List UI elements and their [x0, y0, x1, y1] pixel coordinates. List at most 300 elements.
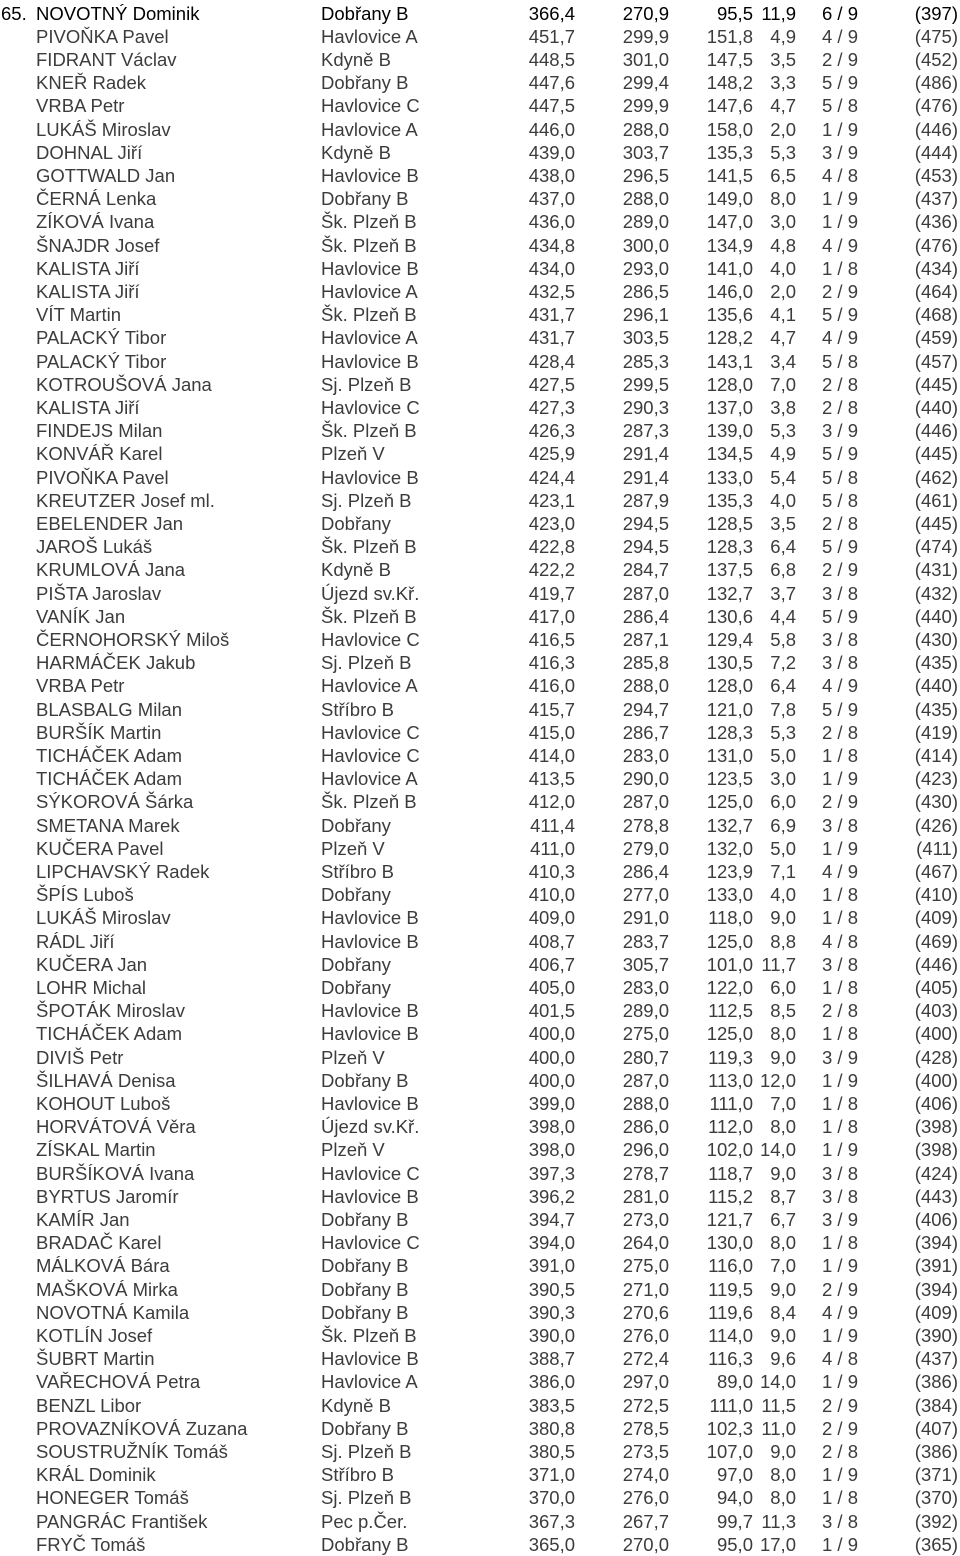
- total-score: 425,9: [528, 443, 575, 465]
- full-score: 288,0: [622, 188, 669, 210]
- full-score: 283,0: [622, 976, 669, 998]
- player-name: VRBA Petr: [36, 675, 125, 697]
- full-score: 286,7: [622, 721, 669, 743]
- table-row: [0, 118, 960, 141]
- total-score: 422,8: [528, 536, 575, 558]
- full-score: 286,4: [622, 860, 669, 882]
- total-score: 411,0: [530, 837, 575, 859]
- lanes: 3 / 8: [822, 582, 858, 604]
- clearing-score: 111,0: [709, 1092, 753, 1114]
- misses: 5,8: [770, 628, 796, 650]
- table-row: [0, 1231, 960, 1254]
- misses: 7,0: [770, 1092, 796, 1114]
- lanes: 1 / 8: [822, 1232, 858, 1254]
- team-name: Sj. Plzeň B: [321, 489, 412, 511]
- player-name: MÁLKOVÁ Bára: [36, 1255, 170, 1277]
- player-name: FRYČ Tomáš: [36, 1533, 146, 1555]
- clearing-score: 115,2: [708, 1185, 753, 1207]
- misses: 3,7: [770, 582, 796, 604]
- full-score: 281,0: [622, 1185, 669, 1207]
- lanes: 4 / 9: [822, 234, 858, 256]
- misses: 9,0: [770, 1440, 796, 1462]
- player-name: VAŘECHOVÁ Petra: [36, 1371, 201, 1393]
- misses: 4,0: [770, 884, 796, 906]
- player-name: VANÍK Jan: [36, 605, 126, 627]
- total-score: 366,4: [528, 2, 575, 24]
- best-score: (410): [914, 884, 958, 906]
- lanes: 1 / 9: [822, 1533, 858, 1555]
- player-name: ŠNAJDR Josef: [36, 234, 160, 256]
- player-name: KRÁL Dominik: [36, 1464, 156, 1486]
- best-score: (405): [914, 976, 958, 998]
- best-score: (419): [914, 721, 958, 743]
- total-score: 390,0: [528, 1324, 575, 1346]
- best-score: (453): [914, 164, 958, 186]
- best-score: (476): [914, 234, 958, 256]
- table-row: [0, 2, 960, 25]
- best-score: (394): [914, 1232, 958, 1254]
- table-row: [0, 141, 960, 164]
- total-score: 394,0: [528, 1232, 575, 1254]
- best-score: (443): [914, 1185, 958, 1207]
- total-score: 422,2: [528, 559, 575, 581]
- best-score: (440): [914, 605, 958, 627]
- best-score: (440): [914, 396, 958, 418]
- clearing-score: 128,3: [706, 536, 753, 558]
- best-score: (423): [914, 768, 958, 790]
- table-row: [0, 280, 960, 303]
- full-score: 300,0: [622, 234, 669, 256]
- team-name: Havlovice C: [321, 628, 420, 650]
- clearing-score: 133,0: [706, 884, 753, 906]
- total-score: 394,7: [528, 1208, 575, 1230]
- total-score: 447,6: [528, 72, 575, 94]
- player-name: KALISTA Jiří: [36, 396, 140, 418]
- clearing-score: 107,0: [706, 1440, 753, 1462]
- table-row: [0, 860, 960, 883]
- total-score: 380,8: [528, 1417, 575, 1439]
- player-name: MAŠKOVÁ Mirka: [36, 1278, 178, 1300]
- best-score: (406): [914, 1208, 958, 1230]
- table-row: [0, 94, 960, 117]
- misses: 9,0: [770, 907, 796, 929]
- best-score: (430): [914, 791, 958, 813]
- team-name: Plzeň V: [321, 1046, 385, 1068]
- lanes: 3 / 8: [822, 1510, 858, 1532]
- full-score: 279,0: [622, 837, 669, 859]
- clearing-score: 128,5: [706, 512, 753, 534]
- lanes: 2 / 8: [822, 512, 858, 534]
- misses: 2,0: [770, 118, 796, 140]
- total-score: 400,0: [528, 1069, 575, 1091]
- full-score: 274,0: [622, 1464, 669, 1486]
- player-name: BRADAČ Karel: [36, 1232, 162, 1254]
- misses: 14,0: [759, 1371, 796, 1393]
- clearing-score: 128,2: [706, 327, 753, 349]
- player-name: SMETANA Marek: [36, 814, 180, 836]
- misses: 8,4: [770, 1301, 796, 1323]
- best-score: (394): [914, 1278, 958, 1300]
- full-score: 287,1: [622, 628, 669, 650]
- lanes: 3 / 9: [822, 141, 858, 163]
- player-name: HARMÁČEK Jakub: [36, 652, 196, 674]
- misses: 8,0: [770, 188, 796, 210]
- full-score: 280,7: [622, 1046, 669, 1068]
- table-row: [0, 1301, 960, 1324]
- team-name: Šk. Plzeň B: [321, 791, 417, 813]
- full-score: 291,4: [622, 466, 669, 488]
- player-name: ZÍSKAL Martin: [36, 1139, 156, 1161]
- lanes: 5 / 9: [822, 536, 858, 558]
- best-score: (436): [914, 211, 958, 233]
- misses: 3,3: [770, 72, 796, 94]
- lanes: 1 / 8: [822, 1116, 858, 1138]
- player-name: EBELENDER Jan: [36, 512, 184, 534]
- player-name: SOUSTRUŽNÍK Tomáš: [36, 1440, 228, 1462]
- player-name: KONVÁŘ Karel: [36, 443, 163, 465]
- full-score: 270,9: [622, 2, 669, 24]
- player-name: RÁDL Jiří: [36, 930, 115, 952]
- misses: 9,0: [770, 1324, 796, 1346]
- team-name: Plzeň V: [321, 1139, 385, 1161]
- team-name: Havlovice B: [321, 1023, 419, 1045]
- team-name: Dobřany: [321, 814, 391, 836]
- table-row: [0, 1347, 960, 1370]
- table-row: [0, 442, 960, 465]
- table-row: [0, 489, 960, 512]
- clearing-score: 129,4: [706, 628, 753, 650]
- lanes: 3 / 8: [822, 628, 858, 650]
- full-score: 278,5: [622, 1417, 669, 1439]
- table-row: [0, 1533, 960, 1556]
- best-score: (386): [914, 1440, 958, 1462]
- misses: 5,4: [770, 466, 796, 488]
- misses: 3,8: [770, 396, 796, 418]
- total-score: 416,3: [528, 652, 575, 674]
- total-score: 401,5: [528, 1000, 575, 1022]
- misses: 8,0: [770, 1487, 796, 1509]
- player-name: PALACKÝ Tibor: [36, 327, 167, 349]
- best-score: (457): [914, 350, 958, 372]
- best-score: (431): [914, 559, 958, 581]
- team-name: Havlovice C: [321, 95, 420, 117]
- lanes: 2 / 8: [822, 1000, 858, 1022]
- player-name: TICHÁČEK Adam: [36, 768, 182, 790]
- table-row: [0, 25, 960, 48]
- total-score: 413,5: [528, 768, 575, 790]
- lanes: 1 / 8: [822, 1092, 858, 1114]
- team-name: Kdyně B: [321, 141, 391, 163]
- lanes: 2 / 8: [822, 1440, 858, 1462]
- full-score: 290,3: [622, 396, 669, 418]
- full-score: 273,5: [622, 1440, 669, 1462]
- misses: 4,7: [770, 95, 796, 117]
- table-row: [0, 164, 960, 187]
- lanes: 4 / 8: [822, 930, 858, 952]
- team-name: Stříbro B: [321, 1464, 394, 1486]
- player-name: ZÍKOVÁ Ivana: [36, 211, 155, 233]
- total-score: 386,0: [528, 1371, 575, 1393]
- clearing-score: 99,7: [716, 1510, 753, 1532]
- best-score: (476): [914, 95, 958, 117]
- team-name: Havlovice B: [321, 930, 419, 952]
- team-name: Havlovice A: [321, 280, 418, 302]
- clearing-score: 113,0: [708, 1069, 753, 1091]
- misses: 6,7: [770, 1208, 796, 1230]
- misses: 4,7: [770, 327, 796, 349]
- misses: 11,0: [761, 1417, 796, 1439]
- table-row: [0, 512, 960, 535]
- clearing-score: 112,0: [708, 1116, 753, 1138]
- table-row: [0, 210, 960, 233]
- total-score: 367,3: [528, 1510, 575, 1532]
- team-name: Stříbro B: [321, 698, 394, 720]
- team-name: Dobřany B: [321, 1533, 409, 1555]
- clearing-score: 123,9: [706, 860, 753, 882]
- table-row: [0, 466, 960, 489]
- team-name: Šk. Plzeň B: [321, 536, 417, 558]
- misses: 5,0: [770, 744, 796, 766]
- table-row: [0, 906, 960, 929]
- lanes: 2 / 8: [822, 721, 858, 743]
- misses: 6,0: [770, 976, 796, 998]
- total-score: 391,0: [528, 1255, 575, 1277]
- player-name: KOHOUT Luboš: [36, 1092, 171, 1114]
- lanes: 4 / 8: [822, 164, 858, 186]
- clearing-score: 134,9: [706, 234, 753, 256]
- player-name: ŠILHAVÁ Denisa: [36, 1069, 176, 1091]
- total-score: 437,0: [528, 188, 575, 210]
- player-name: ČERNOHORSKÝ Miloš: [36, 628, 230, 650]
- clearing-score: 119,3: [708, 1046, 753, 1068]
- team-name: Havlovice A: [321, 327, 418, 349]
- table-row: [0, 1370, 960, 1393]
- best-score: (411): [916, 837, 958, 859]
- total-score: 408,7: [528, 930, 575, 952]
- team-name: Havlovice B: [321, 1000, 419, 1022]
- misses: 8,5: [770, 1000, 796, 1022]
- misses: 4,8: [770, 234, 796, 256]
- total-score: 410,0: [528, 884, 575, 906]
- full-score: 273,0: [622, 1208, 669, 1230]
- full-score: 291,0: [622, 907, 669, 929]
- player-name: BYRTUS Jaromír: [36, 1185, 179, 1207]
- clearing-score: 132,7: [706, 582, 753, 604]
- player-name: DOHNAL Jiří: [36, 141, 143, 163]
- clearing-score: 116,0: [708, 1255, 753, 1277]
- table-row: [0, 1046, 960, 1069]
- player-name: LOHR Michal: [36, 976, 146, 998]
- misses: 7,8: [770, 698, 796, 720]
- full-score: 287,9: [622, 489, 669, 511]
- lanes: 1 / 9: [822, 118, 858, 140]
- table-row: [0, 1022, 960, 1045]
- full-score: 287,0: [622, 791, 669, 813]
- team-name: Dobřany B: [321, 1255, 409, 1277]
- team-name: Sj. Plzeň B: [321, 652, 412, 674]
- misses: 11,3: [761, 1510, 796, 1532]
- lanes: 1 / 9: [822, 1255, 858, 1277]
- full-score: 288,0: [622, 118, 669, 140]
- misses: 7,0: [770, 1255, 796, 1277]
- player-name: BENZL Libor: [36, 1394, 142, 1416]
- misses: 7,0: [770, 373, 796, 395]
- total-score: 412,0: [528, 791, 575, 813]
- lanes: 4 / 9: [822, 25, 858, 47]
- total-score: 405,0: [528, 976, 575, 998]
- clearing-score: 102,0: [706, 1139, 753, 1161]
- player-name: TICHÁČEK Adam: [36, 744, 182, 766]
- best-score: (400): [914, 1069, 958, 1091]
- table-row: [0, 1510, 960, 1533]
- table-row: [0, 1185, 960, 1208]
- table-row: [0, 790, 960, 813]
- total-score: 448,5: [528, 48, 575, 70]
- team-name: Sj. Plzeň B: [321, 1487, 412, 1509]
- full-score: 271,0: [622, 1278, 669, 1300]
- clearing-score: 130,6: [706, 605, 753, 627]
- misses: 7,1: [770, 860, 796, 882]
- total-score: 406,7: [528, 953, 575, 975]
- player-name: LIPCHAVSKÝ Radek: [36, 860, 210, 882]
- total-score: 370,0: [528, 1487, 575, 1509]
- best-score: (386): [914, 1371, 958, 1393]
- player-name: KOTLÍN Josef: [36, 1324, 153, 1346]
- player-name: PALACKÝ Tibor: [36, 350, 167, 372]
- player-name: KOTROUŠOVÁ Jana: [36, 373, 212, 395]
- table-row: [0, 350, 960, 373]
- misses: 4,1: [770, 304, 796, 326]
- total-score: 438,0: [528, 164, 575, 186]
- team-name: Havlovice B: [321, 350, 419, 372]
- full-score: 286,4: [622, 605, 669, 627]
- full-score: 296,0: [622, 1139, 669, 1161]
- team-name: Šk. Plzeň B: [321, 211, 417, 233]
- best-score: (409): [914, 907, 958, 929]
- team-name: Dobřany B: [321, 1417, 409, 1439]
- table-row: [0, 814, 960, 837]
- best-score: (392): [914, 1510, 958, 1532]
- lanes: 2 / 9: [822, 48, 858, 70]
- clearing-score: 112,5: [708, 1000, 753, 1022]
- team-name: Havlovice A: [321, 768, 418, 790]
- total-score: 439,0: [528, 141, 575, 163]
- clearing-score: 125,0: [706, 930, 753, 952]
- full-score: 299,5: [622, 373, 669, 395]
- clearing-score: 131,0: [706, 744, 753, 766]
- clearing-score: 123,5: [706, 768, 753, 790]
- table-row: [0, 71, 960, 94]
- best-score: (468): [914, 304, 958, 326]
- misses: 6,4: [770, 536, 796, 558]
- team-name: Havlovice B: [321, 907, 419, 929]
- table-row: [0, 1208, 960, 1231]
- total-score: 417,0: [528, 605, 575, 627]
- team-name: Újezd sv.Kř.: [321, 1116, 420, 1138]
- best-score: (398): [914, 1116, 958, 1138]
- lanes: 4 / 9: [822, 1301, 858, 1323]
- table-row: [0, 883, 960, 906]
- misses: 7,2: [770, 652, 796, 674]
- best-score: (435): [914, 652, 958, 674]
- clearing-score: 116,3: [708, 1348, 753, 1370]
- total-score: 423,1: [528, 489, 575, 511]
- team-name: Kdyně B: [321, 559, 391, 581]
- clearing-score: 128,0: [706, 373, 753, 395]
- lanes: 5 / 9: [822, 304, 858, 326]
- total-score: 416,5: [528, 628, 575, 650]
- lanes: 1 / 9: [822, 1371, 858, 1393]
- table-row: [0, 953, 960, 976]
- full-score: 287,3: [622, 420, 669, 442]
- total-score: 388,7: [528, 1348, 575, 1370]
- team-name: Havlovice B: [321, 1185, 419, 1207]
- misses: 17,0: [759, 1533, 796, 1555]
- table-row: [0, 1162, 960, 1185]
- full-score: 275,0: [622, 1255, 669, 1277]
- table-row: [0, 1440, 960, 1463]
- total-score: 415,0: [528, 721, 575, 743]
- clearing-score: 139,0: [706, 420, 753, 442]
- best-score: (437): [914, 188, 958, 210]
- total-score: 434,0: [528, 257, 575, 279]
- team-name: Dobřany: [321, 884, 391, 906]
- table-row: [0, 1092, 960, 1115]
- clearing-score: 149,0: [706, 188, 753, 210]
- team-name: Havlovice C: [321, 396, 420, 418]
- misses: 3,0: [770, 211, 796, 233]
- player-name: PROVAZNÍKOVÁ Zuzana: [36, 1417, 248, 1439]
- team-name: Havlovice C: [321, 744, 420, 766]
- clearing-score: 128,3: [706, 721, 753, 743]
- team-name: Dobřany: [321, 976, 391, 998]
- best-score: (437): [914, 1348, 958, 1370]
- full-score: 294,5: [622, 536, 669, 558]
- best-score: (432): [914, 582, 958, 604]
- clearing-score: 141,0: [706, 257, 753, 279]
- total-score: 447,5: [528, 95, 575, 117]
- full-score: 286,5: [622, 280, 669, 302]
- lanes: 3 / 9: [822, 1046, 858, 1068]
- lanes: 3 / 8: [822, 652, 858, 674]
- clearing-score: 133,0: [706, 466, 753, 488]
- full-score: 275,0: [622, 1023, 669, 1045]
- table-row: [0, 837, 960, 860]
- best-score: (403): [914, 1000, 958, 1022]
- team-name: Havlovice C: [321, 1162, 420, 1184]
- total-score: 411,4: [530, 814, 575, 836]
- lanes: 4 / 9: [822, 860, 858, 882]
- total-score: 397,3: [528, 1162, 575, 1184]
- clearing-score: 114,0: [708, 1324, 753, 1346]
- misses: 11,7: [761, 953, 796, 975]
- team-name: Havlovice B: [321, 1092, 419, 1114]
- best-score: (445): [914, 443, 958, 465]
- best-score: (384): [914, 1394, 958, 1416]
- player-name: PIŠTA Jaroslav: [36, 582, 162, 604]
- table-row: [0, 558, 960, 581]
- clearing-score: 125,0: [706, 791, 753, 813]
- clearing-score: 137,0: [706, 396, 753, 418]
- full-score: 299,9: [622, 95, 669, 117]
- lanes: 1 / 9: [822, 1324, 858, 1346]
- player-name: KNEŘ Radek: [36, 72, 147, 94]
- team-name: Dobřany B: [321, 72, 409, 94]
- misses: 3,5: [770, 48, 796, 70]
- clearing-score: 135,3: [706, 141, 753, 163]
- best-score: (464): [914, 280, 958, 302]
- table-row: [0, 721, 960, 744]
